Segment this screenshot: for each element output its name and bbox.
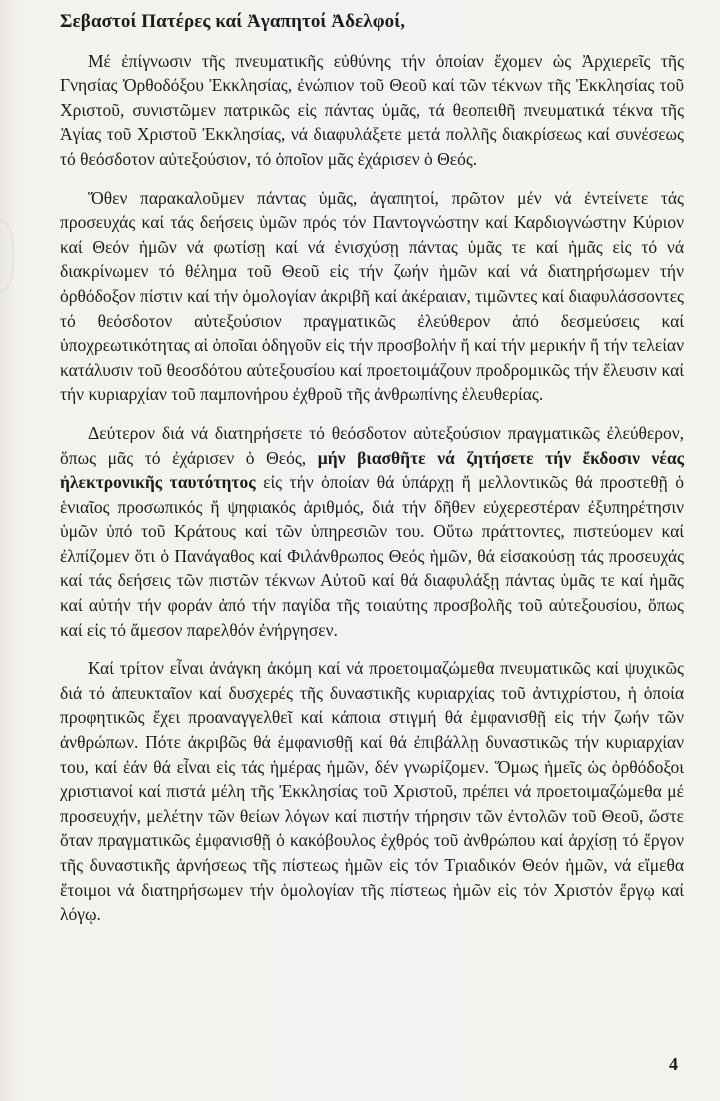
paragraph-3-emphasis: μήν βιασθῆτε νά ζητήσετε τήν ἔκδοσιν νέας ἠλεκτρονικῆς ταυτότητος xyxy=(60,447,684,493)
page-number: 4 xyxy=(669,1054,678,1074)
salutation-heading: Σεβαστοί Πατέρες καί Ἀγαπητοί Ἀδελφοί, xyxy=(60,11,406,32)
paragraph-1: Μέ ἐπίγνωσιν τῆς πνευματικῆς εὐθύνης τήν ὁποίαν ἔχομεν ὡς Ἀρχιερεῖς τῆς Γνησίας Ὀρθοδόξου Ἐκκλησίας, ἐνώπιον τοῦ Θεοῦ καί τῶν τέκνων τῆς Ἐκκλησίας τοῦ Χριστοῦ, συνιστῶμεν πατρικῶς εἰς πάντας ὑμᾶς, τά θεοπειθῆ πνευματικά τέκνα τῆς Ἁγίας τοῦ Χριστοῦ Ἐκκλησίας, νά διαφυλάξετε μετά πολλῆς διακρίσεως καί συνέσεως τό θεόσδοτον αὐτεξούσιον, τό ὁποῖον μᾶς ἐχάρισεν ὁ Θεός. xyxy=(60,50,684,169)
paragraph-2: Ὅθεν παρακαλοῦμεν πάντας ὑμᾶς, ἀγαπητοί, πρῶτον μέν νά ἐντείνετε τάς προσευχάς καί τάς δεήσεις ὑμῶν πρός τόν Παντογνώστην καί Καρδιογνώστην Κύριον καί Θεόν ἡμῶν νά φωτίσῃ καί νά ἐνισχύσῃ πάντας ὑμᾶς τε καί ἡμᾶς εἰς τό νά διακρίνωμεν τό θέλημα τοῦ Θεοῦ εἰς τήν ζωήν ἡμῶν καί νά διατηρήσωμεν τήν ὀρθόδοξον πίστιν καί τήν ὁμολογίαν ἀκριβῆ καί ἀκέραιαν, τιμῶντες καί διαφυλάσσοντες τό θεόσδοτον αὐτεξούσιον πραγματικῶς ἐλεύθερον ἀπό δεσμεύσεις καί ὑποχρεωτικότητας αἱ ὁποῖαι ὁδηγοῦν εἰς τήν προσβολήν ἤ καί τήν μερικήν ἤ τήν τελείαν κατάλυσιν τοῦ θεοσδότου αὐτεξουσίου καί προετοιμάζουν προδρομικῶς τήν ἔλευσιν καί τήν κυριαρχίαν τοῦ παμπονήρου ἐχθροῦ τῆς ἀνθρωπίνης ἐλευθερίας. xyxy=(60,187,684,405)
stamp-edge-mark xyxy=(0,220,14,292)
paragraph-3-intro: Δεύτερον διά νά διατηρήσετε τό θεόσδοτον αὐτεξούσιον πραγματικῶς ἐλεύθερον, ὅπως μᾶς τό ἐχάρισεν ὁ Θεός, xyxy=(60,422,684,468)
paragraph-4: Καί τρίτον εἶναι ἀνάγκη ἀκόμη καί νά προετοιμαζώμεθα πνευματικῶς καί ψυχικῶς διά τό ἀπευκταῖον καί δυσχερές τῆς δυναστικῆς κυριαρχίας τοῦ ἀντιχρίστου, ἡ ὁποία προφητικῶς ἔχει προαναγγελθεῖ καί κάποια στιγμή θά ἐμφανισθῇ εἰς τήν ζωήν τῶν ἀνθρώπων. Πότε ἀκριβῶς θά ἐμφανισθῇ καί θά ἐπιβάλλῃ δυναστικῶς τήν κυριαρχίαν του, καί ἐάν θά εἶναι εἰς τάς ἡμέρας ἡμῶν, δέν γνωρίζομεν. Ὅμως ἡμεῖς ὡς ὀρθόδοξοι χριστιανοί καί πιστά μέλη τῆς Ἐκκλησίας τοῦ Χριστοῦ, πρέπει νά προετοιμαζώμεθα μέ προσευχήν, μελέτην τῶν θείων λόγων καί πιστήν τήρησιν τῶν ἐντολῶν τοῦ Θεοῦ, ὥστε ὅταν πραγματικῶς ἐμφανισθῇ ὁ κακόβουλος ἐχθρός τοῦ ἀνθρώπου καί ἀρχίσῃ τό ἔργον τῆς δυναστικῆς ἀρνήσεως τῆς πίστεως ἡμῶν εἰς τόν Τριαδικόν Θεόν ἡμῶν, νά εἴμεθα ἕτοιμοι νά διατηρήσωμεν τήν ὁμολογίαν τῆς πίστεως ἡμῶν εἰς τόν Χριστόν ἔργῳ καί λόγῳ. xyxy=(60,658,684,925)
letter-body xyxy=(60,10,684,941)
paragraph-3-rest: εἰς τήν ὁποίαν θά ὑπάρχῃ ἤ μελλοντικῶς θά προστεθῇ ὁ ἑνιαῖος προσωπικός ἤ ψηφιακός ἀριθμός, διά τήν δῆθεν εὐχερεστέραν ἐξυπηρέτησιν ὑμῶν ὑπό τοῦ Κράτους καί τῶν ὑπηρεσιῶν του. Οὕτω πράττοντες, πιστεύομεν καί ἐλπίζομεν ὅτι ὁ Πανάγαθος καί Φιλάνθρωπος Θεός ἡμῶν, θά εἰσακούσῃ τάς προσευχάς καί τάς δεήσεις τῶν πιστῶν τέκνων Αὐτοῦ καί θά διαφυλάξῃ πάντας ὑμᾶς τε καί ἡμᾶς καί αὐτήν τήν φοράν ἀπό τήν παγίδα τῆς τοιαύτης προσβολῆς τοῦ αὐτεξουσίου, ὅπως καί εἰς τό ἄμεσον παρελθόν ἐνήργησεν. xyxy=(60,472,684,640)
paragraph-3 xyxy=(60,421,684,642)
